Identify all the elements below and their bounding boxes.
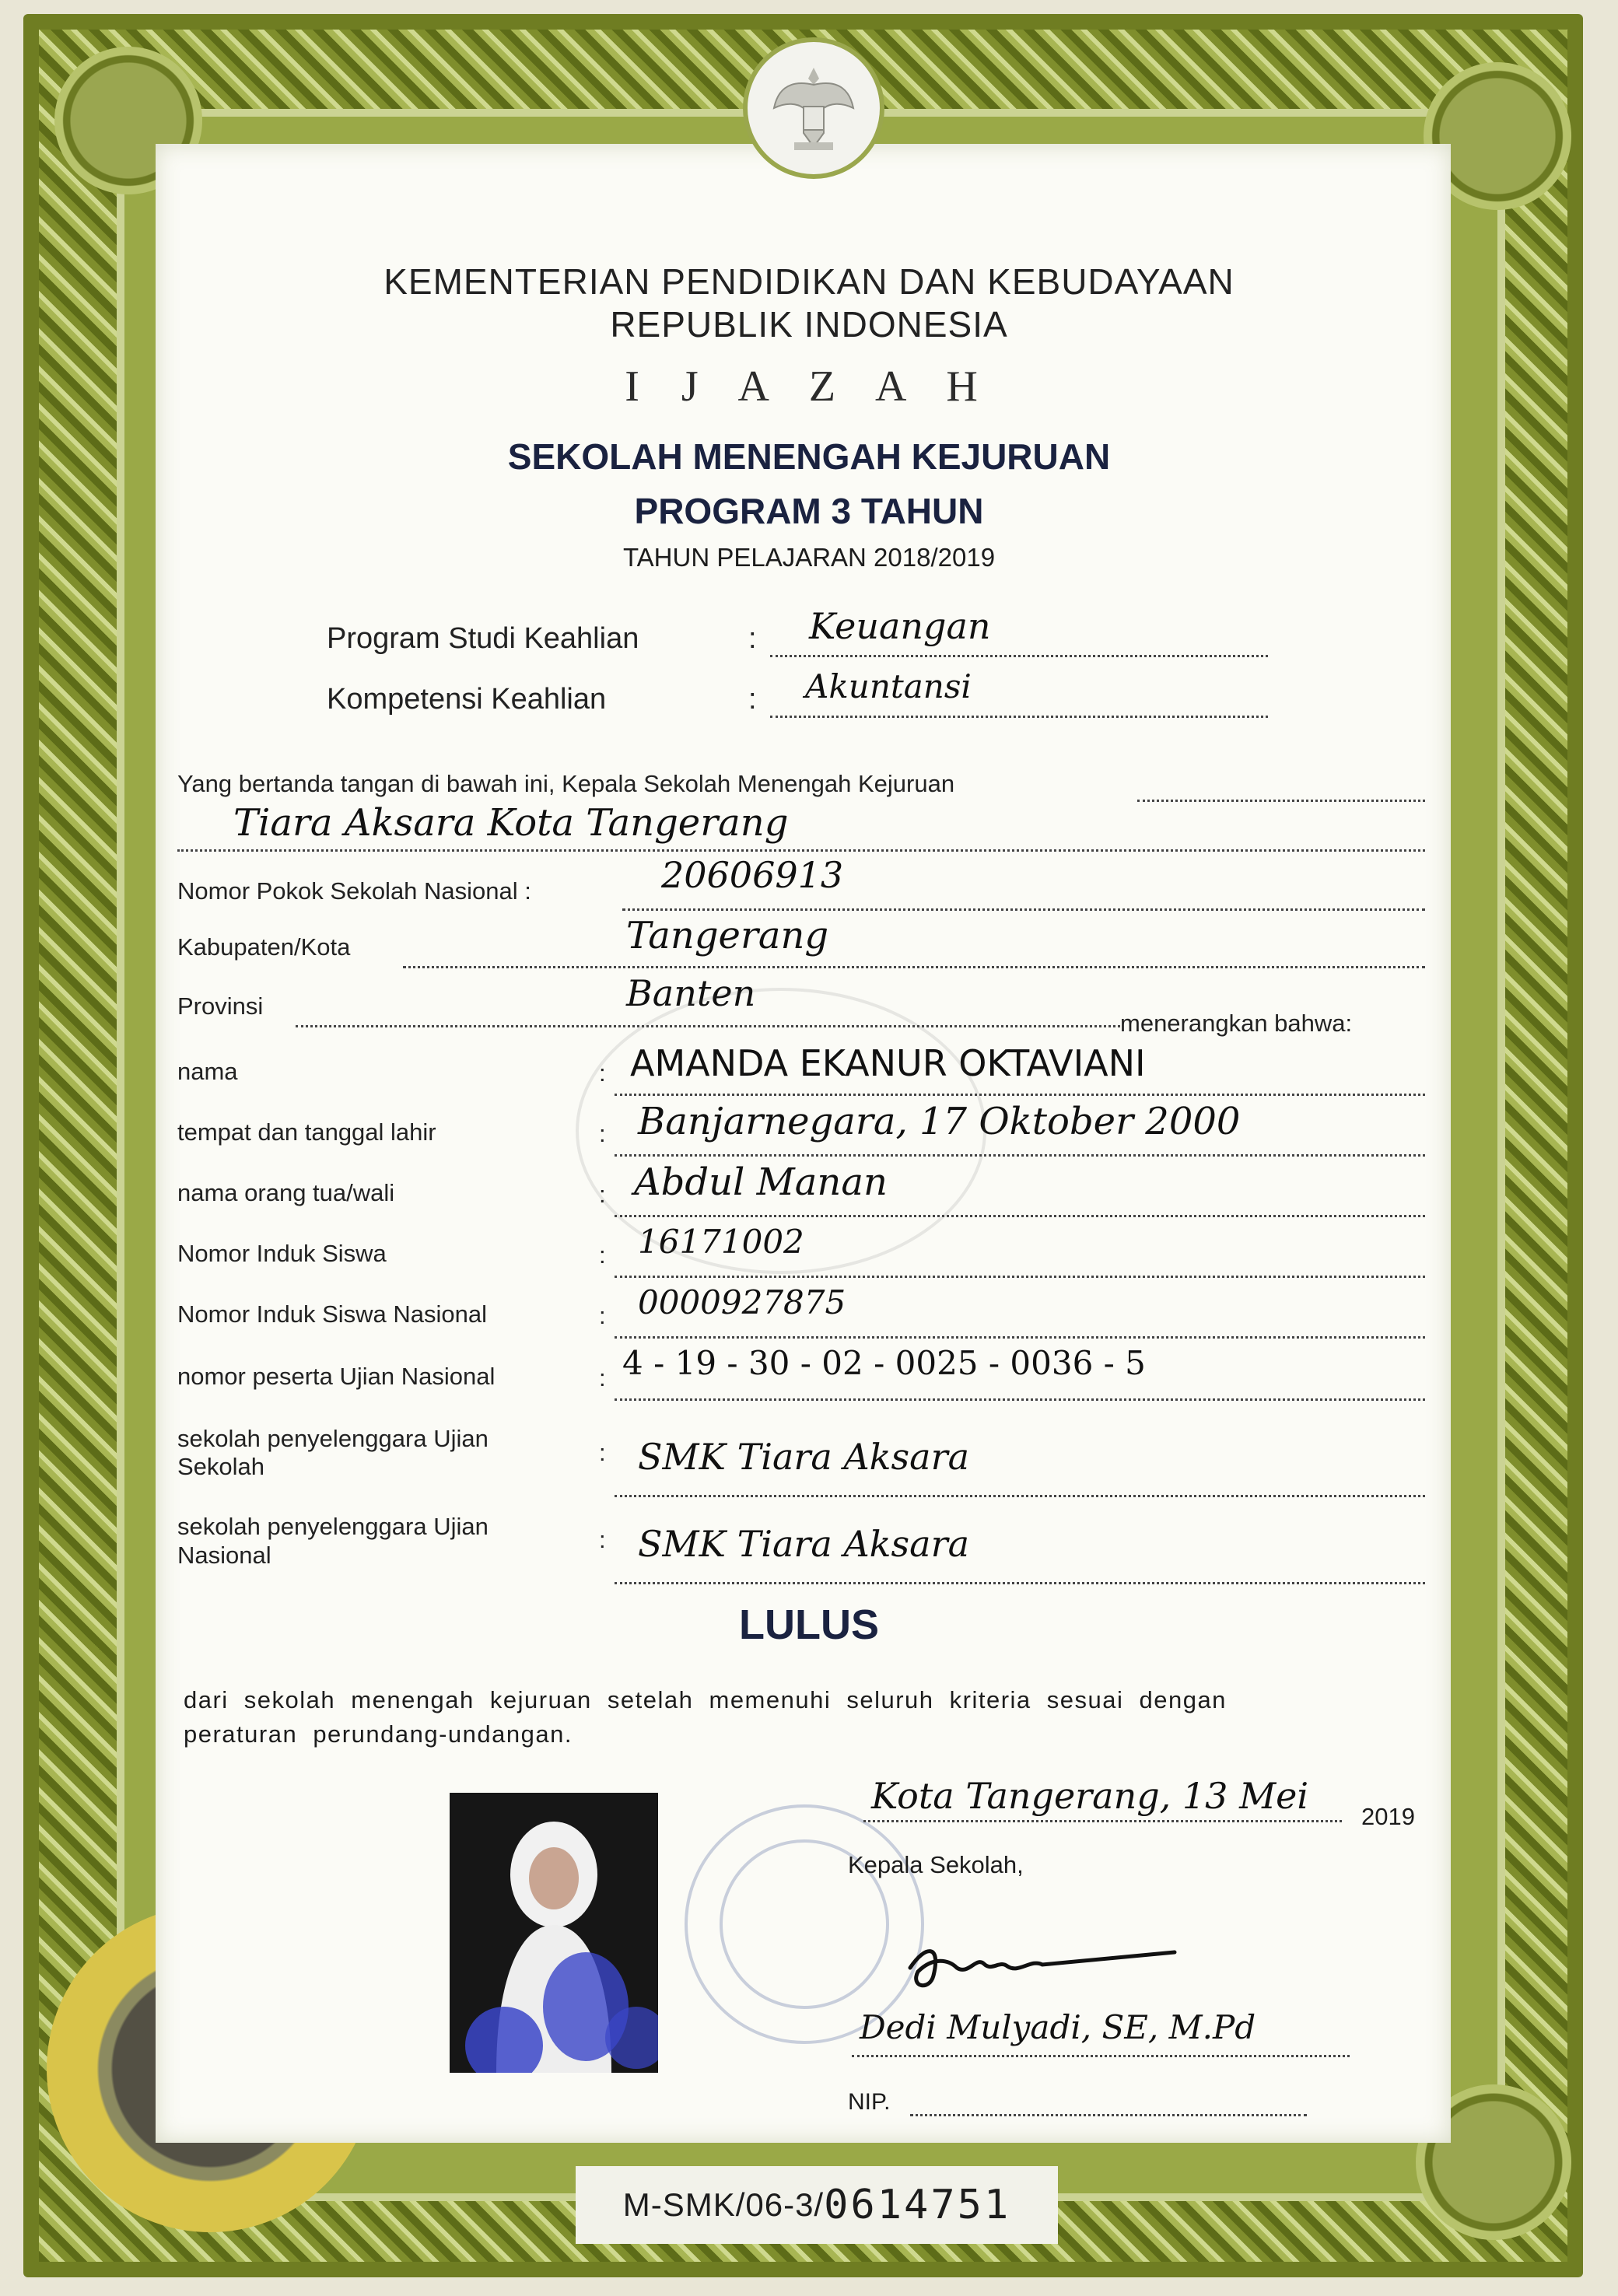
dotted-line bbox=[615, 1336, 1425, 1339]
nip-label: NIP. bbox=[848, 2089, 891, 2115]
colon: : bbox=[599, 1526, 606, 1553]
result-text-line-1: dari sekolah menengah kejuruan setelah memenuhi seluruh kriteria sesuai dengan bbox=[184, 1686, 1227, 1713]
dotted-line bbox=[770, 716, 1268, 718]
dotted-line bbox=[622, 908, 1425, 911]
colon: : bbox=[748, 622, 757, 655]
program-studi-label: Program Studi Keahlian bbox=[327, 622, 639, 655]
menerangkan-text: menerangkan bahwa: bbox=[1120, 1010, 1353, 1037]
colon: : bbox=[599, 1439, 606, 1466]
watermark-stamp bbox=[576, 988, 986, 1274]
ttl-value: Banjarnegara, 17 Oktober 2000 bbox=[638, 1100, 1241, 1143]
npsn-label: Nomor Pokok Sekolah Nasional : bbox=[177, 877, 531, 905]
nama-label: nama bbox=[177, 1058, 238, 1085]
ujian-nasional-value: 4 - 19 - 30 - 02 - 0025 - 0036 - 5 bbox=[622, 1344, 1146, 1382]
dotted-line bbox=[615, 1398, 1425, 1401]
school-type: SEKOLAH MENENGAH KEJURUAN bbox=[507, 436, 1111, 477]
provinsi-label: Provinsi bbox=[177, 992, 264, 1020]
place-date: Kota Tangerang, 13 Mei bbox=[871, 1775, 1309, 1817]
penyelenggara-un-value: SMK Tiara Aksara bbox=[638, 1523, 969, 1565]
ministry-line-1: KEMENTERIAN PENDIDIKAN DAN KEBUDAYAAN bbox=[383, 261, 1235, 302]
colon: : bbox=[748, 683, 757, 716]
penyelenggara-un-label-2: Nasional bbox=[177, 1542, 271, 1569]
serial-digits: 0614751 bbox=[824, 2182, 1011, 2228]
document-title: I J A Z A H bbox=[625, 362, 993, 411]
ministry-line-2: REPUBLIK INDONESIA bbox=[610, 304, 1008, 345]
provinsi-value: Banten bbox=[626, 972, 756, 1014]
colon: : bbox=[599, 1059, 606, 1087]
signature-year: 2019 bbox=[1361, 1803, 1415, 1830]
ujian-nasional-label: nomor peserta Ujian Nasional bbox=[177, 1363, 496, 1390]
dotted-line bbox=[852, 2055, 1350, 2057]
program-studi-value: Keuangan bbox=[809, 605, 991, 647]
dotted-line bbox=[403, 966, 1425, 968]
orang-tua-value: Abdul Manan bbox=[634, 1160, 888, 1204]
serial-prefix: M-SMK/06-3/ bbox=[622, 2186, 825, 2223]
colon: : bbox=[599, 1181, 606, 1208]
nis-label: Nomor Induk Siswa bbox=[177, 1240, 387, 1267]
signature-title: Kepala Sekolah, bbox=[848, 1851, 1024, 1878]
colon: : bbox=[599, 1120, 606, 1147]
dotted-line bbox=[863, 1820, 1342, 1822]
statement-intro: Yang bertanda tangan di bawah ini, Kepala Sekolah Menengah Kejuruan bbox=[177, 770, 955, 797]
penyelenggara-un-label-1: sekolah penyelenggara Ujian bbox=[177, 1513, 489, 1540]
academic-year: TAHUN PELAJARAN 2018/2019 bbox=[622, 543, 996, 572]
result-text-line-2: peraturan perundang-undangan. bbox=[184, 1720, 573, 1748]
dotted-line bbox=[177, 849, 1425, 852]
penyelenggara-us-label-1: sekolah penyelenggara Ujian bbox=[177, 1425, 489, 1452]
result-status: LULUS bbox=[739, 1601, 879, 1648]
dotted-line bbox=[615, 1582, 1425, 1584]
signatory-name: Dedi Mulyadi, SE, M.Pd bbox=[860, 2008, 1256, 2046]
npsn-value: 20606913 bbox=[661, 854, 844, 896]
nisn-label: Nomor Induk Siswa Nasional bbox=[177, 1300, 488, 1328]
dotted-line bbox=[615, 1495, 1425, 1497]
dotted-line bbox=[1137, 800, 1425, 802]
nisn-value: 0000927875 bbox=[638, 1283, 846, 1321]
orang-tua-label: nama orang tua/wali bbox=[177, 1179, 395, 1206]
colon: : bbox=[599, 1241, 606, 1269]
nama-value: AMANDA EKANUR OKTAVIANI bbox=[630, 1042, 1146, 1084]
kabupaten-label: Kabupaten/Kota bbox=[177, 933, 351, 961]
program-duration: PROGRAM 3 TAHUN bbox=[634, 491, 984, 531]
kompetensi-value: Akuntansi bbox=[805, 667, 972, 705]
dotted-line bbox=[615, 1276, 1425, 1278]
penyelenggara-us-label-2: Sekolah bbox=[177, 1453, 265, 1480]
signature-scribble bbox=[895, 1913, 1190, 2007]
student-photo bbox=[450, 1793, 658, 2073]
penyelenggara-us-value: SMK Tiara Aksara bbox=[638, 1436, 969, 1478]
kabupaten-value: Tangerang bbox=[626, 914, 829, 957]
serial-number bbox=[576, 2166, 1058, 2244]
garuda-emblem-icon bbox=[743, 37, 884, 179]
nis-value: 16171002 bbox=[638, 1223, 804, 1261]
colon: : bbox=[599, 1302, 606, 1329]
ttl-label: tempat dan tanggal lahir bbox=[177, 1118, 436, 1146]
dotted-line bbox=[770, 655, 1268, 657]
colon: : bbox=[599, 1364, 606, 1391]
kompetensi-label: Kompetensi Keahlian bbox=[327, 683, 607, 716]
school-name: Tiara Aksara Kota Tangerang bbox=[233, 801, 789, 845]
dotted-line bbox=[910, 2114, 1307, 2116]
